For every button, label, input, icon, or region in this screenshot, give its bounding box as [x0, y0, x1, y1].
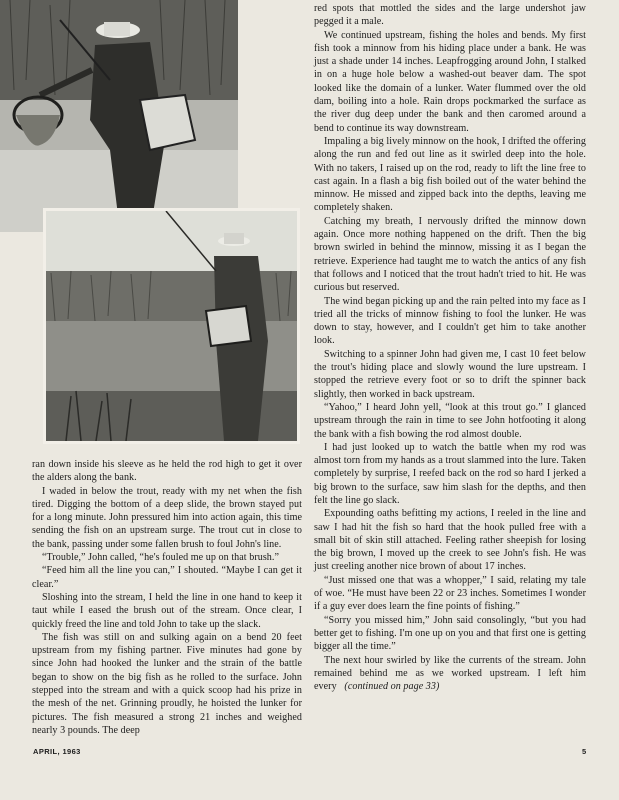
- page-number: 5: [582, 747, 587, 756]
- photo-angler-with-net: [0, 0, 238, 232]
- photo-angler-with-creel: [43, 208, 300, 444]
- paragraph: We continued upstream, fishing the holes and bends. My first fish took a minnow from his hiding place under a bank. He was just a shade under 14 inches. Leapfrogging around John, I stalked in on a huge hole below a washed-out beaver dam. The spot looked like the domain of a lunker. Water flummed over the old dam, boiling into a hole. Rain drops pockmarked the surface as the river dug deep under the bank and then caromed around a bend to continue its way downstream.: [314, 29, 586, 134]
- article-left-column: [32, 458, 302, 737]
- paragraph: The fish was still on and sulking again on a bend 20 feet upstream from my fishing partner. Five minutes had gone by since John had hooked the lunker and the strain of the battle began to show on the big fish as he rolled to the surface. John stepped into the stream and with a quick scoop had his prize in the mesh of the net. Grinning proudly, he hoisted the lunker for pictures. The fish measured a strong 21 inches and weighed nearly 3 pounds. The deep: [32, 631, 302, 736]
- article-right-column: [314, 2, 586, 693]
- continued-note: (continued on page 33): [344, 681, 440, 693]
- paragraph: I waded in below the trout, ready with my net when the fish tired. Digging the bottom of a deep slide, the brown stayed put for a long minute. John pressured him into action again, this time sending the fish on an upstream surge. The trout cut in close to the bank, passing under some fallen brush to foul John's line.: [32, 485, 302, 550]
- paragraph: Impaling a big lively minnow on the hook, I drifted the offering along the run and fed out line as it swirled deep into the hole. With no takers, I raised up on the rod, ready to lift the line free to cast again. In a flash a big fish boiled out of the water behind the minnow. He missed and zipped back into the depths, leaving me completely shaken.: [314, 135, 586, 214]
- paragraph: Sloshing into the stream, I held the line in one hand to keep it taut while I eased the brush out of the stream. Once clear, I quickly freed the line and told John to take up the slack.: [32, 591, 302, 630]
- paragraph: The wind began picking up and the rain pelted into my face as I tried all the tricks of minnow fishing to fool the lunker. He was down to stay, however, and I couldn't get him to take another look.: [314, 295, 586, 347]
- paragraph: ran down inside his sleeve as he held the rod high to get it over the alders along the bank.: [32, 459, 302, 484]
- paragraph: Catching my breath, I nervously drifted the minnow down again. Once more nothing happened on the drift. Then the big brown swirled in behind the minnow, missing it as I began the retrieve. Experience had taught me to watch the antics of any fish that follows and I noticed that the trout hadn't tried to hit. He was curious but reserved.: [314, 215, 586, 294]
- paragraph: I had just looked up to watch the battle when my rod was almost torn from my hands as a trout slammed into the lure. Taken completely by surprise, I reefed back on the rod so hard I jerked a big brown to the surface, saw him slash for the depths, and then felt the line go slack.: [314, 441, 586, 506]
- paragraph: “Sorry you missed him,” John said consolingly, “but you had better get to fishing. I'm one up on you and that first one is getting bigger all the time.”: [314, 614, 586, 653]
- paragraph: “Yahoo,” I heard John yell, “look at this trout go.” I glanced upstream through the rain in time to see John hotfooting it along the bank with a fish bowing the rod almost double.: [314, 401, 586, 440]
- paragraph-text: The next hour swirled by like the currents of the stream. John remained behind me as we worked upstream. I left him every: [314, 654, 586, 693]
- paragraph: red spots that mottled the sides and the large undershot jaw pegged it a male.: [314, 3, 586, 28]
- paragraph-last: [314, 654, 586, 694]
- paragraph: Expounding oaths befitting my actions, I reeled in the line and saw I had hit the fish so hard that the hook pulled free with a small bit of skin still attached. Feeling rather sheepish for losing the big brown, I moved up the creek to see John's fish. He was just creeling another nice brown of about 17 inches.: [314, 508, 586, 573]
- paragraph: “Just missed one that was a whopper,” I said, relating my tale of woe. “He must have been 22 or 23 inches. Sometimes I wonder if a guy ever does learn the fine points of fishing.”: [314, 574, 586, 613]
- issue-date: APRIL, 1963: [33, 747, 81, 756]
- paragraph: Switching to a spinner John had given me, I cast 10 feet below the trout's hiding place and slowly wound the lure upstream. I stopped the retrieve every foot or so to drift the spinner back slightly, then worked in back upstream.: [314, 348, 586, 400]
- paragraph: “Feed him all the line you can,” I shouted. “Maybe I can get it clear.”: [32, 565, 302, 590]
- paragraph: “Trouble,” John called, “he's fouled me up on that brush.”: [42, 552, 280, 564]
